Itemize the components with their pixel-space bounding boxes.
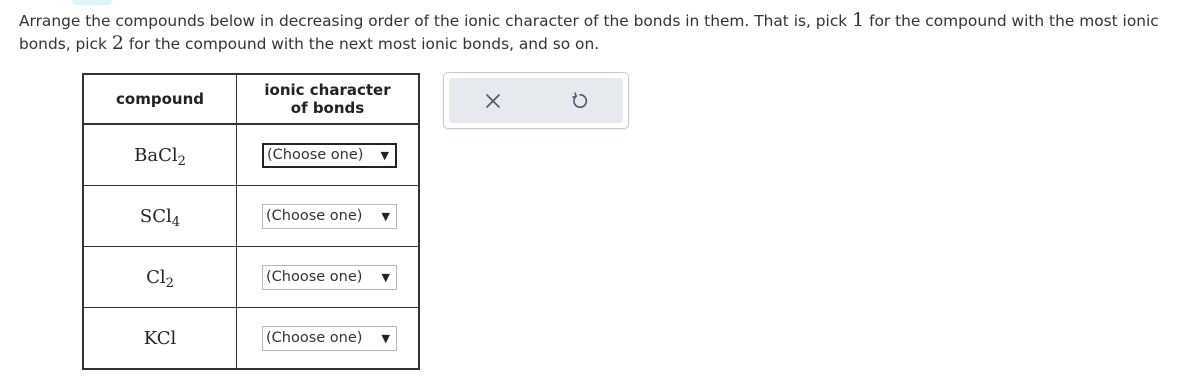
formula-subscript: 2 <box>165 275 174 291</box>
question-prompt <box>19 9 1189 55</box>
table-row <box>83 124 419 186</box>
table-row <box>83 308 419 370</box>
prompt-text-3: for the compound with the next most ionic bonds, and so on. <box>123 35 600 53</box>
close-icon <box>485 93 501 109</box>
prompt-text-2: for the compound with the most ionic bonds, pick <box>19 12 1159 53</box>
rank-select-kcl[interactable] <box>262 326 397 351</box>
clear-button[interactable] <box>473 81 513 121</box>
rank-select-cl2[interactable] <box>262 265 397 290</box>
compound-formula <box>144 328 177 349</box>
select-value: (Choose one) <box>266 269 363 285</box>
ranking-table <box>82 73 420 370</box>
dropdown-arrow-icon: ▼ <box>380 148 389 162</box>
formula-text: SCl <box>139 205 172 227</box>
rank-select-baCl2[interactable] <box>262 143 397 168</box>
header-ionic-character-label: ionic character of bonds <box>264 81 391 117</box>
undo-button[interactable] <box>560 81 600 121</box>
compound-formula <box>139 205 181 230</box>
prompt-text-1: Arrange the compounds below in decreasing order of the ionic character of the bonds in them. That is, pick <box>19 12 853 30</box>
prompt-number-1: 1 <box>852 9 865 31</box>
formula-subscript: 2 <box>177 153 186 169</box>
compound-formula <box>134 144 186 169</box>
answer-tools-panel <box>443 72 629 129</box>
header-compound: compound <box>83 74 237 124</box>
formula-text: Cl <box>146 266 166 288</box>
table-row <box>83 186 419 247</box>
prompt-number-2: 2 <box>111 32 124 54</box>
table-header-row <box>83 74 419 124</box>
answer-tools-bar <box>449 78 623 123</box>
select-value: (Choose one) <box>266 208 363 224</box>
dropdown-arrow-icon: ▼ <box>381 209 390 223</box>
choice-cell <box>237 124 420 186</box>
table-row <box>83 247 419 308</box>
select-value: (Choose one) <box>267 147 364 163</box>
choice-cell <box>237 186 420 247</box>
dropdown-arrow-icon: ▼ <box>381 331 390 345</box>
top-tab-indicator <box>72 0 112 5</box>
choice-cell <box>237 308 420 370</box>
compound-cell <box>83 124 237 186</box>
select-value: (Choose one) <box>266 330 363 346</box>
compound-cell <box>83 308 237 370</box>
header-ionic-character <box>237 74 420 124</box>
formula-text: KCl <box>143 327 177 349</box>
rank-select-scl4[interactable] <box>262 204 397 229</box>
choice-cell <box>237 247 420 308</box>
compound-cell <box>83 247 237 308</box>
dropdown-arrow-icon: ▼ <box>381 270 390 284</box>
compound-formula <box>146 266 174 291</box>
formula-text: BaCl <box>134 144 178 166</box>
compound-cell <box>83 186 237 247</box>
formula-subscript: 4 <box>171 214 181 230</box>
undo-icon <box>571 92 589 110</box>
